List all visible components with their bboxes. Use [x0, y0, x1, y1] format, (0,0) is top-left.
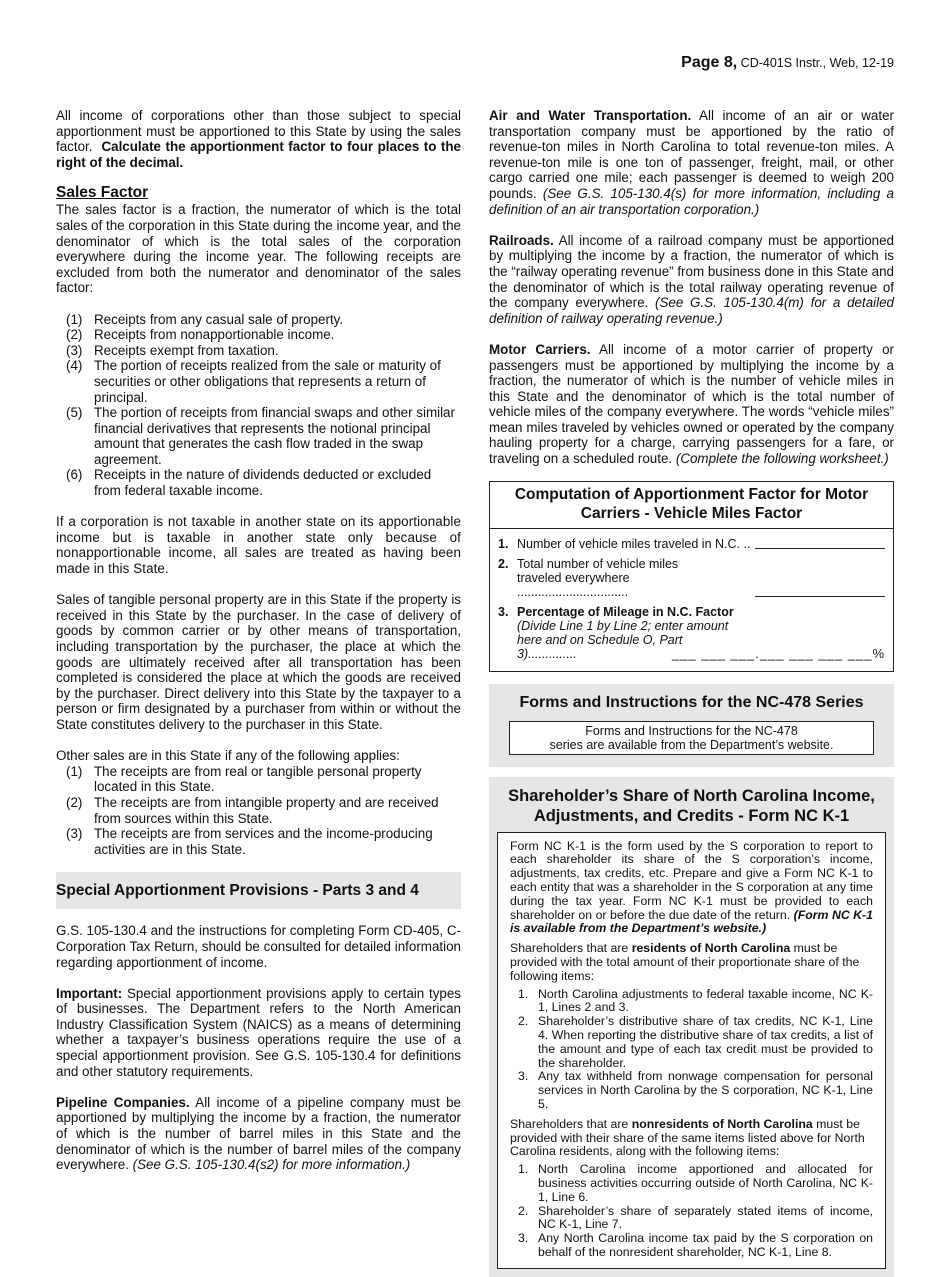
list-item: 1. North Carolina income apportioned and allocated for business activities occurring outside of North Carolina, NC K-1, Line 6.: [518, 1162, 873, 1204]
mileage-worksheet: [489, 481, 894, 672]
k1-box: [497, 832, 886, 1269]
railroads-paragraph: Railroads. All income of a railroad company must be apportioned by multiplying the income by a fraction, the numerator of which is the “railway operating revenue” from business done in this State and the denominator of which is the total railway operating revenue of the company everywhere. (See G.S. 105-130.4(m) for a detailed definition of railway operating revenue.): [489, 232, 894, 326]
document-id: CD-401S Instr., Web, 12-19: [740, 56, 894, 70]
important-paragraph: Important: Special apportionment provisions apply to certain types of businesses. The Department refers to the North American Industry Classification System (NAICS) as a means of determining whether a taxpayer’s business operations require the use of a special apportionment provision. See G.S. 105-130.4 for definitions and other statutory requirements.: [56, 985, 461, 1079]
list-item: (5) The portion of receipts from financial swaps and other similar financial derivatives that represents the notional principal amount that generates the cash flow traded in the swap agreement.: [66, 405, 455, 467]
intro-text: All income of corporations other than those subject to special apportionment must be apportioned to this State by using the sales factor.: [56, 108, 461, 155]
air-water-paragraph: Air and Water Transportation. All income of an air or water transportation company must be apportioned by the ratio of revenue-ton miles in North Carolina to total revenue-ton miles. A revenue-ton mile is one ton of passenger, freight, mail, or other cargo carried one mile; each passenger is deemed to weigh 200 pounds. (See G.S. 105-130.4(s) for more information, including a definition of an air transportation corporation.): [489, 108, 894, 217]
line-3-percent-field[interactable]: ___ ___ ___.___ ___ ___ ___%: [671, 645, 885, 661]
list-item: (4) The portion of receipts realized from the sale or maturity of securities or other obligations that represents a return of principal.: [66, 358, 441, 405]
list-item: (2) Receipts from nonapportionable income.: [66, 327, 335, 343]
list-item: 3. Any North Carolina income tax paid by the S corporation on behalf of the nonresident shareholder, NC K-1, Line 8.: [518, 1231, 873, 1259]
nc478-note: Forms and Instructions for the NC-478 series are available from the Department’s website.: [509, 721, 874, 755]
intro-paragraph: [56, 108, 461, 170]
k1-residents-list: [510, 988, 873, 1112]
worksheet-line-2: 2. Total number of vehicle miles traveled everywhere ................................: [498, 557, 885, 599]
k1-nonresidents-intro: Shareholders that are nonresidents of North Carolina must be provided with their share of the same items listed above for North Carolina residents, along with the following items:: [510, 1116, 865, 1159]
sales-factor-paragraph: The sales factor is a fraction, the numerator of which is the total sales of the corporation in this State during the income year, and the denominator of which is the total sales of the corporation everywhere during the income year. The following receipts are excluded from both the numerator and denominator of the sales factor:: [56, 202, 461, 296]
line-1-entry-field[interactable]: [755, 548, 885, 549]
special-apportionment-heading: Special Apportionment Provisions - Parts 3 and 4: [56, 872, 461, 909]
line-2-entry-field[interactable]: [755, 596, 885, 597]
k1-residents-intro: Shareholders that are residents of North Carolina must be provided with the total amount of their proportionate share of the following items:: [510, 941, 860, 983]
right-column: [489, 108, 894, 1277]
list-item: (3) Receipts exempt from taxation.: [66, 342, 279, 358]
tangible-property-paragraph: Sales of tangible personal property are in this State if the property is received in this State by the purchaser. In the case of delivery of goods by common carrier or by other means of transportation, including transportation by the purchaser, the place at which the goods are ultimately received after all transportation has been completed is considered the place at which the goods are received by the purchaser. Direct delivery into this State by the taxpayer to a person or firm designated by a purchaser from within or without the State constitutes delivery to the purchaser in this State.: [56, 592, 461, 732]
sales-factor-heading: Sales Factor: [56, 184, 149, 202]
worksheet-line-1: 1. Number of vehicle miles traveled in N.C. ..: [498, 537, 885, 551]
page-number: Page 8,: [681, 54, 738, 71]
intro-bold-text: Calculate the apportionment factor to four places to the right of the decimal.: [56, 139, 461, 170]
list-item: (1) Receipts from any casual sale of property.: [66, 311, 344, 327]
gs-paragraph: G.S. 105-130.4 and the instructions for completing Form CD-405, C-Corporation Tax Return, should be consulted for detailed information regarding apportionment of income.: [56, 923, 461, 970]
list-item: 3. Any tax withheld from nonwage compensation for personal services in North Carolina by the S corporation, NC K-1, Line 5.: [518, 1069, 873, 1111]
list-item: (1) The receipts are from real or tangible personal property located in this State.: [66, 763, 422, 795]
other-sales-paragraph: Other sales are in this State if any of the following applies:: [56, 748, 400, 764]
k1-section: [489, 777, 894, 1277]
list-item: 1. North Carolina adjustments to federal taxable income, NC K-1, Lines 2 and 3.: [518, 986, 873, 1015]
nc478-section: [489, 684, 894, 767]
exclusions-list: [56, 312, 461, 499]
page-header: [681, 54, 894, 72]
list-item: 2. Shareholder’s share of separately stated items of income, NC K-1, Line 7.: [518, 1203, 873, 1232]
list-item: (3) The receipts are from services and the income-producing activities are in this State.: [66, 826, 433, 857]
pipeline-paragraph: Pipeline Companies. All income of a pipeline company must be apportioned by multiplying the income by a fraction, the numerator of which is the number of barrel miles in this State and the denominator of which is the number of barrel miles of the company everywhere. (See G.S. 105-130.4(s2) for more information.): [56, 1094, 461, 1173]
list-item: (6) Receipts in the nature of dividends deducted or excluded from federal taxable income.: [66, 467, 432, 499]
list-item: (2) The receipts are from intangible property and are received from sources within this State.: [66, 794, 439, 826]
worksheet-title: Computation of Apportionment Factor for Motor Carriers - Vehicle Miles Factor: [490, 482, 893, 529]
k1-nonresidents-list: [510, 1163, 873, 1260]
list-item: 2. Shareholder’s distributive share of tax credits, NC K-1, Line 4. When reporting the distributive share of tax credits, a list of the amount and type of each tax credit must be provided to the shareholder.: [518, 1014, 873, 1070]
left-column: [56, 108, 461, 1173]
not-taxable-paragraph: If a corporation is not taxable in another state on its apportionable income but is taxable in another state only because of nonapportionable income, all sales are treated as having been made in this State.: [56, 514, 461, 577]
worksheet-line-3: 3. Percentage of Mileage in N.C. Factor (Divide Line 1 by Line 2; enter amount here and on Schedule O, Part 3).............. ___ ___ ___.___ ___ ___ ___%: [498, 604, 885, 661]
k1-heading: Shareholder’s Share of North Carolina Income, Adjustments, and Credits - Form NC K-1: [508, 786, 875, 825]
nc478-heading: Forms and Instructions for the NC-478 Series: [519, 693, 864, 711]
k1-intro: Form NC K-1 is the form used by the S corporation to report to each shareholder its share of the S corporation’s income, adjustments, tax credits, etc. Prepare and give a Form NC K-1 to each entity that was a shareholder in the S corporation at any time during the tax year. Form NC K-1 must be provided to each shareholder on or before the due date of the return. (Form NC K-1 is available from the Department’s website.): [510, 838, 873, 936]
other-sales-list: [56, 764, 461, 858]
motor-carriers-paragraph: Motor Carriers. All income of a motor carrier of property or passengers must be apportioned by multiplying the income by a fraction, the numerator of which is the number of vehicle miles in this State and the denominator of which is the total number of vehicle miles of the company everywhere. The words “vehicle miles” mean miles traveled by vehicles owned or operated by the company hauling property for a charge, carrying passengers for a fare, or traveling on a scheduled route. (Complete the following worksheet.): [489, 341, 894, 467]
